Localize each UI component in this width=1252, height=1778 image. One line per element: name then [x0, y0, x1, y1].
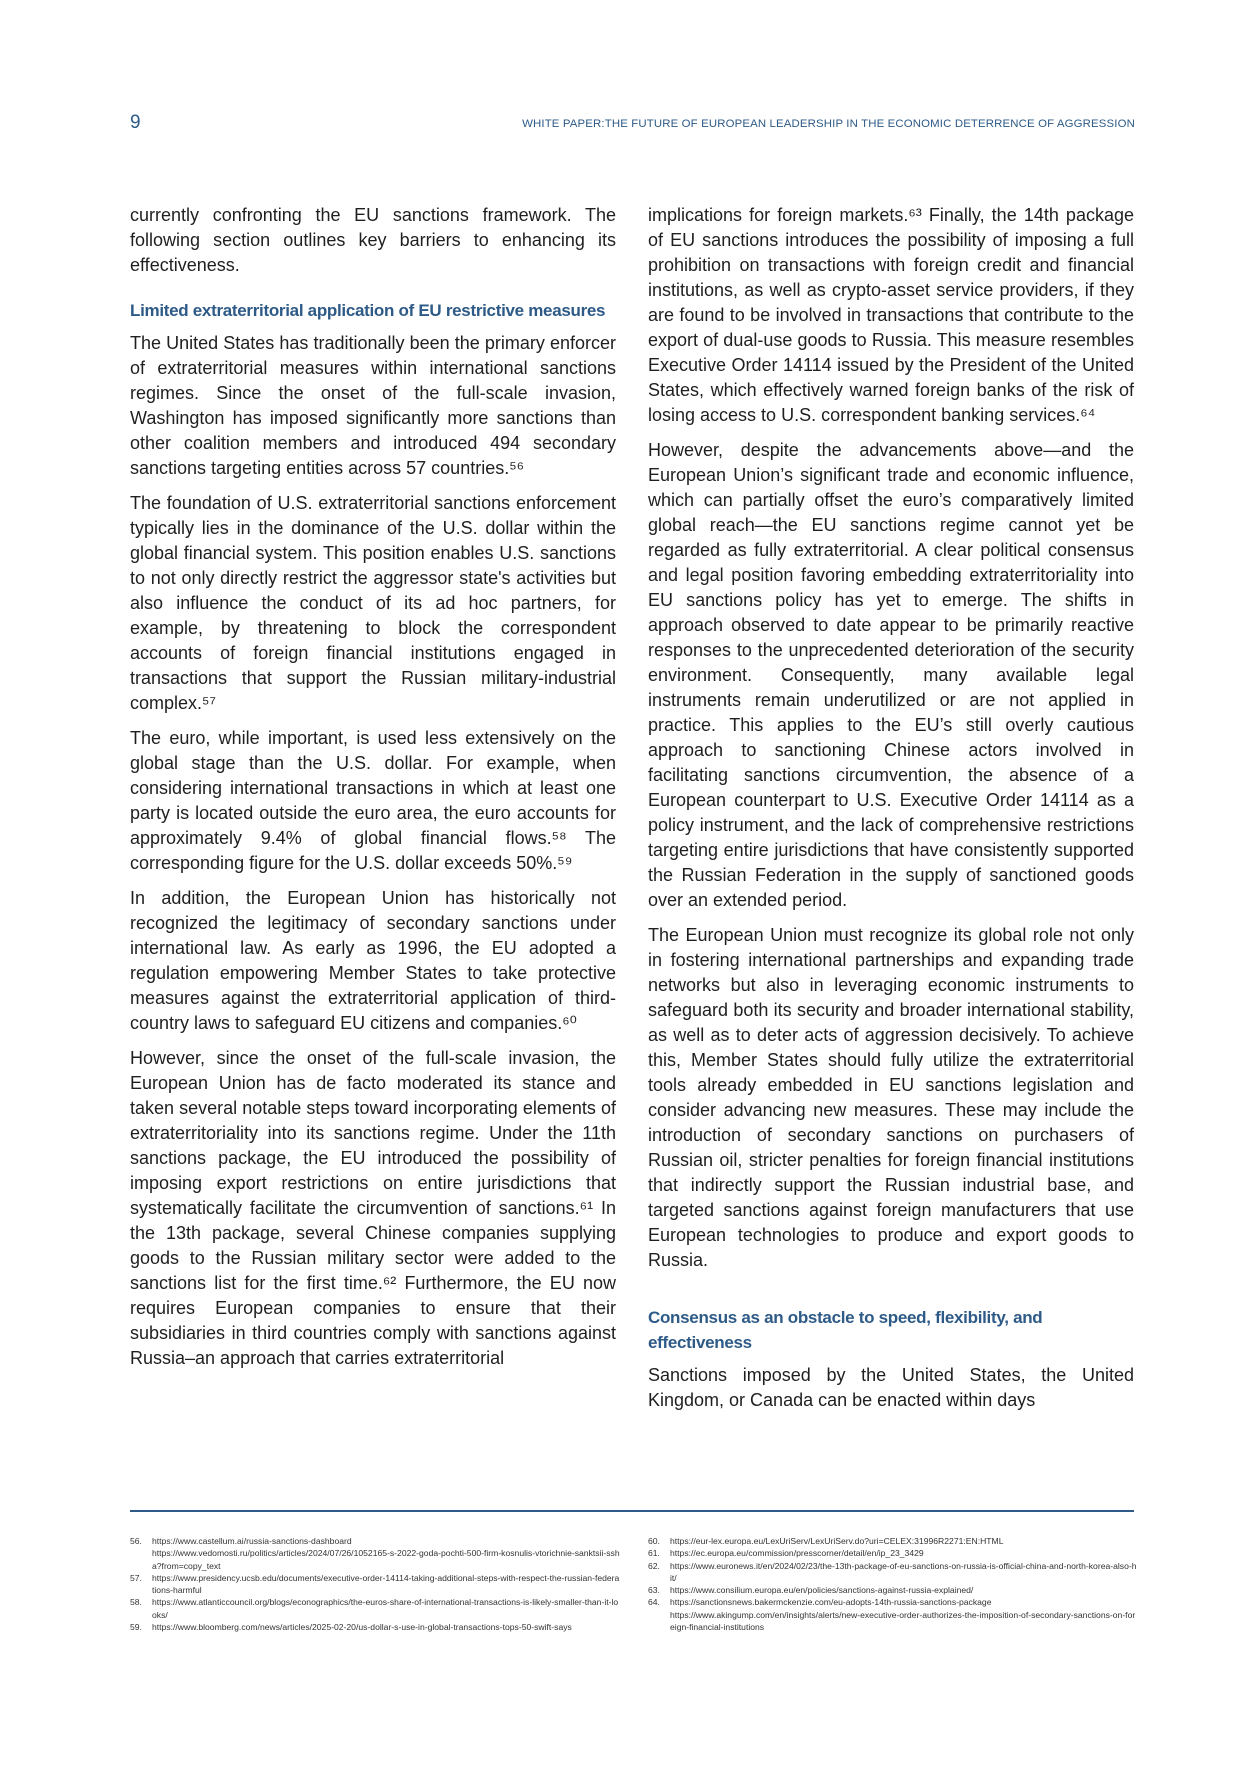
left-column — [130, 203, 616, 1381]
footnote — [648, 1560, 1138, 1585]
paragraph: The euro, while important, is used less extensively on the global stage than the U.S. dollar. For example, when considering international transactions in which at least one party is located outside the euro area, the euro accounts for approximately 9.4% of global financial flows.⁵⁸ The corresponding figure for the U.S. dollar exceeds 50%.⁵⁹ — [130, 728, 616, 873]
paragraph: The United States has traditionally been the primary enforcer of extraterritorial measures within international sanctions regimes. Since the onset of the full-scale invasion, Washington has imposed significantly more sanctions than other coalition members and introduced 494 secondary sanctions targeting entities across 57 countries.⁵⁶ — [130, 333, 616, 478]
footnote — [130, 1572, 620, 1597]
footnote-number: 58. — [130, 1597, 142, 1608]
footnote-link[interactable]: https://ec.europa.eu/commission/presscorner/detail/en/ip_23_3429 — [670, 1548, 924, 1559]
footnote-number: 60. — [648, 1536, 660, 1546]
paragraph: In addition, the European Union has historically not recognized the legitimacy of secondary sanctions under international law. As early as 1996, the EU adopted a regulation empowering Member States to take protective measures against the extraterritorial application of third-country laws to safeguard EU citizens and companies.⁶⁰ — [130, 888, 616, 1033]
footnote-link[interactable]: https://www.atlanticcouncil.org/blogs/econographics/the-euros-share-of-international-transactions-is-likely-smaller-than-it-looks/ — [152, 1597, 619, 1620]
footnote-number: 63. — [648, 1585, 660, 1596]
footnote-number: 61. — [648, 1548, 660, 1559]
running-header: WHITE PAPER:THE FUTURE OF EUROPEAN LEADERSHIP IN THE ECONOMIC DETERRENCE OF AGGRESSION — [522, 118, 1135, 130]
footnote-divider — [130, 1510, 1134, 1512]
footnote-link[interactable]: https://www.akingump.com/en/insights/alerts/new-executive-order-authorizes-the-imposition-of-secondary-sanctions-on-foreign-financial-institutions — [670, 1609, 1136, 1633]
section-heading: Limited extraterritorial application of EU restrictive measures — [130, 301, 606, 320]
footnote — [648, 1584, 1138, 1596]
footnote-number: 59. — [130, 1622, 142, 1633]
footnote-link[interactable]: https://www.castellum.ai/russia-sanctions-dashboard — [152, 1536, 352, 1546]
footnote — [130, 1596, 620, 1621]
footnote-link[interactable]: https://eur-lex.europa.eu/LexUriServ/LexUriServ.do?uri=CELEX:31996R2271:EN:HTML — [670, 1536, 1004, 1546]
footnote-number: 56. — [130, 1536, 142, 1546]
paragraph: However, despite the advancements above—and the European Union’s significant trade and economic influence, which can partially offset the euro’s comparatively limited global reach—the EU sanctions regime cannot yet be regarded as fully extraterritorial. A clear political consensus and legal position favoring embedding extraterritoriality into EU sanctions policy has yet to emerge. The shifts in approach observed to date appear to be primarily reactive responses to the unprecedented deterioration of the security environment. Consequently, many available legal instruments remain underutilized or are not applied in practice. This applies to the EU’s still overly cautious approach to sanctioning Chinese actors involved in facilitating sanctions circumvention, the absence of a European counterpart to U.S. Executive Order 14114 as a policy instrument, and the lack of comprehensive restrictions targeting entire jurisdictions that have consistently supported the Russian Federation in the supply of sanctioned goods over an extended period. — [648, 440, 1134, 910]
footnote-link[interactable]: https://www.vedomosti.ru/politics/articles/2024/07/26/1052165-s-2022-goda-pochti-500-firm-kosnulis-vtorichnie-sanktsii-ssha?from=copy_text — [152, 1548, 620, 1571]
footnote — [130, 1621, 620, 1633]
paragraph: implications for foreign markets.⁶³ Finally, the 14th package of EU sanctions introduces the possibility of imposing a full prohibition on transactions with foreign credit and financial institutions, as well as crypto-asset service providers, if they are found to be involved in transactions that contribute to the export of dual-use goods to Russia. This measure resembles Executive Order 14114 issued by the President of the United States, which effectively warned foreign banks of the risk of losing access to U.S. correspondent banking services.⁶⁴ — [648, 205, 1134, 425]
paragraph: However, since the onset of the full-scale invasion, the European Union has de facto moderated its stance and taken several notable steps toward incorporating elements of extraterritoriality into its sanctions regime. Under the 11th sanctions package, the EU introduced the possibility of imposing export restrictions on entire jurisdictions that systematically facilitate the circumvention of sanctions.⁶¹ In the 13th package, several Chinese companies supplying goods to the Russian military sector were added to the sanctions list for the first time.⁶² Furthermore, the EU now requires European companies to ensure that their subsidiaries in third countries comply with sanctions against Russia–an approach that carries extraterritorial — [130, 1048, 616, 1368]
paragraph: The foundation of U.S. extraterritorial sanctions enforcement typically lies in the dominance of the U.S. dollar within the global financial system. This position enables U.S. sanctions to not only directly restrict the aggressor state's activities but also influence the conduct of its ad hoc partners, for example, by threatening to block the correspondent accounts of foreign financial institutions engaged in transactions that support the Russian military-industrial complex.⁵⁷ — [130, 493, 616, 713]
footnote-number: 57. — [130, 1572, 142, 1583]
footnote — [648, 1535, 1138, 1547]
section-heading: Consensus as an obstacle to speed, flexibility, and effectiveness — [648, 1308, 1043, 1352]
footnote-number: 64. — [648, 1597, 660, 1608]
footnote — [648, 1596, 1138, 1633]
footnotes-right — [648, 1535, 1138, 1633]
footnote-link[interactable]: https://www.bloomberg.com/news/articles/2025-02-20/us-dollar-s-use-in-global-transactions-tops-50-swift-says — [152, 1622, 572, 1633]
paragraph: Sanctions imposed by the United States, the United Kingdom, or Canada can be enacted within days — [648, 1365, 1134, 1410]
footnote — [130, 1535, 620, 1572]
footnote-link[interactable]: https://www.euronews.it/en/2024/02/23/the-13th-package-of-eu-sanctions-on-russia-is-official-china-and-north-korea-also-hit/ — [670, 1560, 1137, 1583]
footnote-number: 62. — [648, 1560, 660, 1571]
footnotes-left — [130, 1535, 620, 1633]
footnote-link[interactable]: https://sanctionsnews.bakermckenzie.com/eu-adopts-14th-russia-sanctions-package — [670, 1597, 992, 1608]
paragraph: The European Union must recognize its global role not only in fostering international partnerships and expanding trade networks but also in leveraging economic instruments to safeguard both its security and broader international stability, as well as to deter acts of aggression decisively. To achieve this, Member States should fully utilize the extraterritorial tools already embedded in EU sanctions legislation and consider advancing new measures. These may include the introduction of secondary sanctions on purchasers of Russian oil, stricter penalties for foreign financial institutions that indirectly support the Russian industrial base, and targeted sanctions against foreign manufacturers that use European technologies to produce and export goods to Russia. — [648, 925, 1134, 1270]
right-column — [648, 203, 1134, 1423]
footnote-link[interactable]: https://www.presidency.ucsb.edu/documents/executive-order-14114-taking-additional-steps-with-respect-the-russian-federations-harmful — [152, 1572, 620, 1596]
paragraph: currently confronting the EU sanctions framework. The following section outlines key barriers to enhancing its effectiveness. — [130, 205, 616, 275]
footnote-link[interactable]: https://www.consilium.europa.eu/en/policies/sanctions-against-russia-explained/ — [670, 1585, 974, 1596]
footnote — [648, 1547, 1138, 1559]
page-number: 9 — [130, 112, 141, 133]
